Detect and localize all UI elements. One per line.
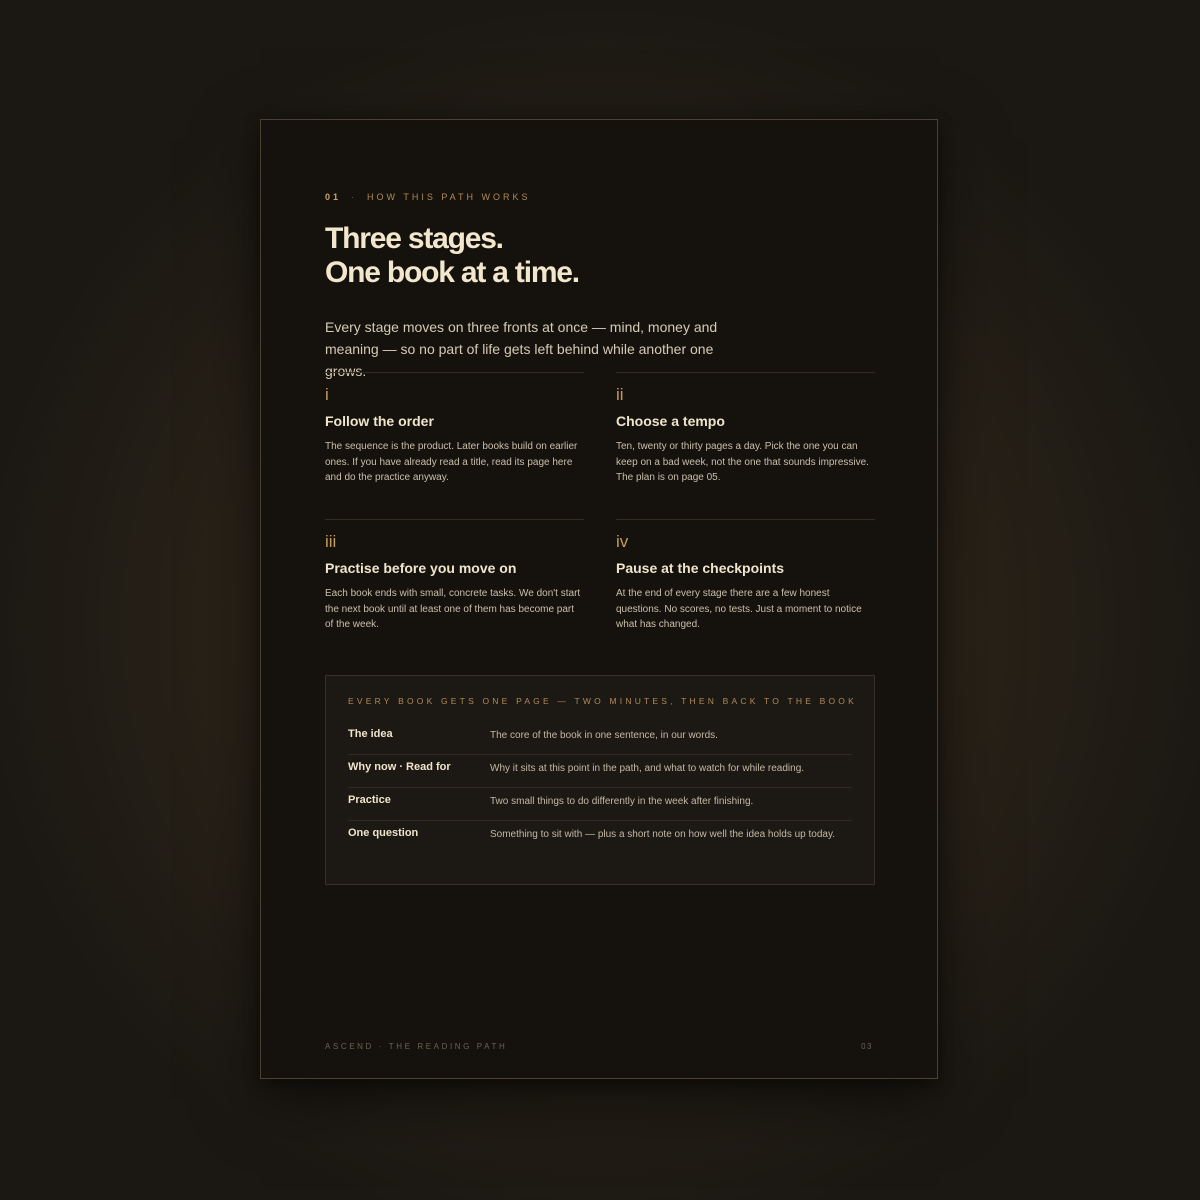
principle-title: Practise before you move on — [325, 560, 517, 576]
principle-title: Choose a tempo — [616, 413, 725, 429]
anatomy-row — [348, 827, 852, 867]
principle-title: Pause at the checkpoints — [616, 560, 785, 576]
document-page — [260, 119, 938, 1079]
section-label: HOW THIS PATH WORKS — [367, 192, 531, 202]
section-number: 01 — [325, 192, 342, 202]
principle-title: Follow the order — [325, 413, 434, 429]
anatomy-row-key: Practice — [348, 794, 391, 806]
principle-body: The sequence is the product. Later books build on earlier ones. If you have already read a title, read its page here and do the practice anyway. — [325, 441, 578, 484]
intro-paragraph: Every stage moves on three fronts at once — mind, money and meaning — so no part of life gets left behind while another one grows. — [325, 319, 718, 379]
anatomy-row — [348, 728, 852, 755]
anatomy-row-value: Two small things to do differently in the week after finishing. — [490, 796, 754, 807]
principle-numeral: iv — [616, 532, 629, 551]
anatomy-row — [348, 761, 852, 788]
anatomy-row-key: Why now · Read for — [348, 761, 451, 773]
page-content — [325, 120, 873, 1078]
principle-numeral: iii — [325, 532, 337, 551]
principle-body: Ten, twenty or thirty pages a day. Pick the one you can keep on a bad week, not the one that sounds impressive. The plan is on page 05. — [616, 441, 869, 484]
page-number: 03 — [861, 1042, 873, 1051]
book-page-anatomy-panel — [325, 675, 875, 885]
page-title — [325, 222, 579, 290]
principle-practise — [325, 519, 584, 631]
principle-numeral: ii — [616, 385, 624, 404]
anatomy-row-key: One question — [348, 827, 419, 839]
panel-title: EVERY BOOK GETS ONE PAGE — TWO MINUTES, THEN BACK TO THE BOOK — [348, 696, 857, 706]
principle-numeral: i — [325, 385, 329, 404]
principle-choose-tempo — [616, 372, 875, 484]
principle-body: At the end of every stage there are a few honest questions. No scores, no tests. Just a moment to notice what has changed. — [616, 588, 862, 631]
title-line-2: One book at a time. — [325, 256, 579, 289]
principle-checkpoints — [616, 519, 875, 631]
section-eyebrow — [325, 192, 531, 202]
anatomy-row — [348, 794, 852, 821]
anatomy-row-value: The core of the book in one sentence, in our words. — [490, 730, 718, 741]
running-footer: ASCEND · THE READING PATH — [325, 1042, 508, 1051]
anatomy-row-value: Why it sits at this point in the path, and what to watch for while reading. — [490, 763, 805, 774]
principle-follow-order — [325, 372, 584, 484]
principle-body: Each book ends with small, concrete tasks. We don't start the next book until at least one of them has become part of the week. — [325, 588, 581, 631]
anatomy-row-key: The idea — [348, 728, 393, 740]
anatomy-row-value: Something to sit with — plus a short note on how well the idea holds up today. — [490, 829, 836, 840]
title-line-1: Three stages. — [325, 222, 503, 255]
eyebrow-separator: · — [351, 192, 358, 202]
